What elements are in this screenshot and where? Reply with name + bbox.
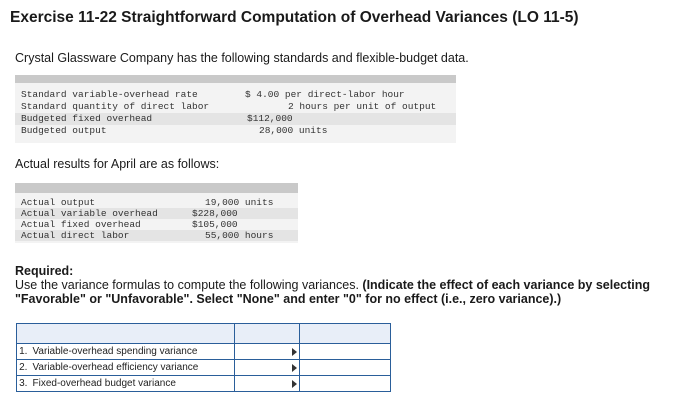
row-label: Fixed-overhead budget variance <box>30 376 235 392</box>
intro-text: Crystal Glassware Company has the following standards and flexible-budget data. <box>15 51 469 65</box>
row-label: Variable-overhead spending variance <box>30 344 235 360</box>
standards-value: 28,000 units <box>259 125 328 136</box>
actuals-value: $228,000 <box>192 208 238 219</box>
effect-dropdown[interactable] <box>235 360 300 376</box>
effect-dropdown[interactable] <box>235 376 300 392</box>
amount-input[interactable] <box>300 376 391 392</box>
row-number: 2. <box>17 360 30 376</box>
standards-table <box>15 75 456 143</box>
effect-dropdown[interactable] <box>235 344 300 360</box>
required-bold-text: (Indicate the effect of each variance by selecting "Favorable" or "Unfavorable". Select "None" and enter "0" for no effect (i.e., zero variance).) <box>15 278 651 306</box>
required-instructions <box>15 278 695 306</box>
actuals-value: 55,000 hours <box>205 230 274 241</box>
amount-input[interactable] <box>300 360 391 376</box>
actuals-label: Actual variable overhead <box>21 208 158 219</box>
actuals-row <box>15 230 298 241</box>
standards-value: $112,000 <box>247 113 293 124</box>
standards-row <box>15 113 456 125</box>
answer-table-header <box>17 324 391 344</box>
dropdown-arrow-icon <box>292 364 297 372</box>
amount-input[interactable] <box>300 344 391 360</box>
actuals-label: Actual fixed overhead <box>21 219 141 230</box>
actuals-value: 19,000 units <box>205 197 274 208</box>
standards-label: Standard quantity of direct labor <box>21 101 210 112</box>
answer-row <box>17 344 391 360</box>
required-heading: Required: <box>15 264 74 278</box>
standards-label: Standard variable-overhead rate <box>21 89 198 100</box>
dropdown-arrow-icon <box>292 380 297 388</box>
answer-table <box>16 323 391 392</box>
actuals-table <box>15 183 298 243</box>
standards-label: Budgeted fixed overhead <box>21 113 153 124</box>
required-text: Use the variance formulas to compute the following variances. <box>15 278 363 292</box>
standards-value: $ 4.00 per direct-labor hour <box>245 89 405 100</box>
row-label: Variable-overhead efficiency variance <box>30 360 235 376</box>
actuals-label: Actual direct labor <box>21 230 130 241</box>
header-cell <box>300 324 391 344</box>
actuals-row <box>15 208 298 219</box>
header-cell <box>235 324 300 344</box>
actual-intro-text: Actual results for April are as follows: <box>15 157 220 171</box>
page-title: Exercise 11-22 Straightforward Computation of Overhead Variances (LO 11-5) <box>10 9 579 26</box>
standards-value: 2 hours per unit of output <box>288 101 437 112</box>
dropdown-arrow-icon <box>292 348 297 356</box>
answer-row <box>17 360 391 376</box>
actuals-value: $105,000 <box>192 219 238 230</box>
header-cell <box>17 324 235 344</box>
actuals-label: Actual output <box>21 197 96 208</box>
standards-label: Budgeted output <box>21 125 107 136</box>
answer-row <box>17 376 391 392</box>
row-number: 3. <box>17 376 30 392</box>
row-number: 1. <box>17 344 30 360</box>
